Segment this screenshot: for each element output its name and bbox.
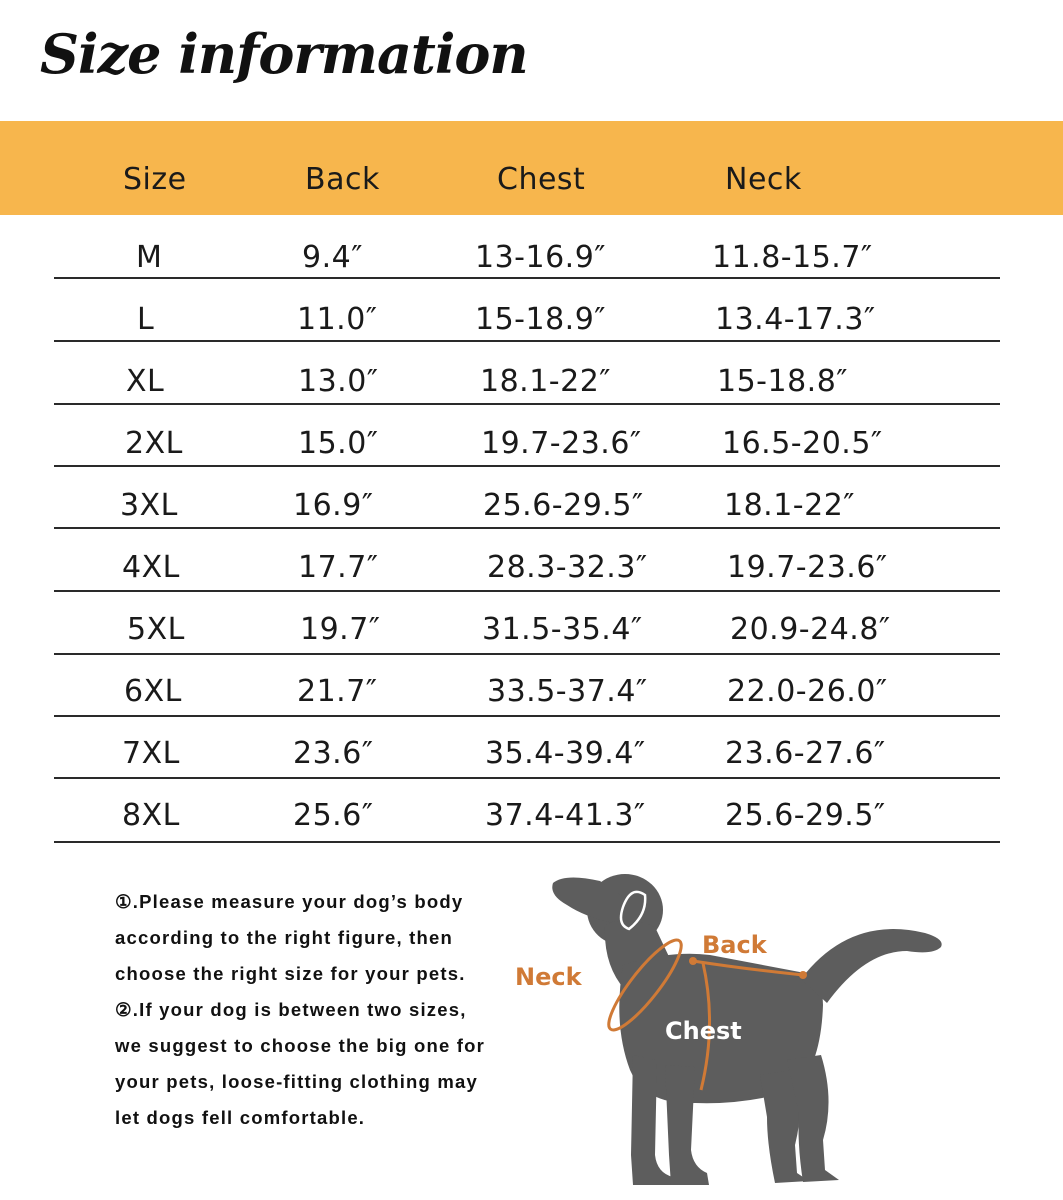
row-divider xyxy=(54,340,1000,342)
table-row xyxy=(0,290,1063,352)
cell-chest: 33.5-37.4″ xyxy=(487,674,648,709)
dog-measurement-figure xyxy=(505,855,975,1200)
back-label: Back xyxy=(702,931,767,959)
cell-neck: 15-18.8″ xyxy=(717,364,849,399)
cell-chest: 37.4-41.3″ xyxy=(485,798,646,833)
cell-back: 9.4″ xyxy=(302,240,363,275)
cell-chest: 25.6-29.5″ xyxy=(483,488,644,523)
cell-neck: 20.9-24.8″ xyxy=(730,612,891,647)
row-divider xyxy=(54,777,1000,779)
cell-back: 19.7″ xyxy=(300,612,381,647)
measurement-notes xyxy=(115,884,525,1136)
cell-neck: 25.6-29.5″ xyxy=(725,798,886,833)
row-divider xyxy=(54,277,1000,279)
table-row xyxy=(0,228,1063,290)
cell-chest: 15-18.9″ xyxy=(475,302,607,337)
cell-size: L xyxy=(137,302,155,337)
note-line: according to the right figure, then xyxy=(115,927,453,948)
row-divider xyxy=(54,527,1000,529)
cell-size: XL xyxy=(126,364,165,399)
note-line: choose the right size for your pets. xyxy=(115,963,466,984)
header-chest: Chest xyxy=(497,162,586,197)
note-line: ①.Please measure your dog’s body xyxy=(115,891,464,912)
note-line: your pets, loose-fitting clothing may xyxy=(115,1071,479,1092)
row-divider xyxy=(54,841,1000,843)
cell-neck: 18.1-22″ xyxy=(724,488,856,523)
cell-chest: 13-16.9″ xyxy=(475,240,607,275)
cell-back: 17.7″ xyxy=(298,550,379,585)
cell-size: 6XL xyxy=(124,674,182,709)
note-line: ②.If your dog is between two sizes, xyxy=(115,999,467,1020)
page-title: Size information xyxy=(40,22,528,86)
cell-back: 16.9″ xyxy=(293,488,374,523)
cell-size: 5XL xyxy=(127,612,185,647)
chest-label: Chest xyxy=(665,1017,742,1045)
cell-size: M xyxy=(136,240,163,275)
cell-size: 7XL xyxy=(122,736,180,771)
row-divider xyxy=(54,653,1000,655)
neck-label: Neck xyxy=(515,963,582,991)
row-divider xyxy=(54,403,1000,405)
cell-chest: 19.7-23.6″ xyxy=(481,426,642,461)
cell-size: 2XL xyxy=(125,426,183,461)
cell-neck: 11.8-15.7″ xyxy=(712,240,873,275)
cell-chest: 35.4-39.4″ xyxy=(485,736,646,771)
cell-back: 25.6″ xyxy=(293,798,374,833)
header-size: Size xyxy=(123,162,187,197)
cell-back: 11.0″ xyxy=(297,302,378,337)
row-divider xyxy=(54,465,1000,467)
row-divider xyxy=(54,590,1000,592)
note-line: let dogs fell comfortable. xyxy=(115,1107,366,1128)
cell-chest: 31.5-35.4″ xyxy=(482,612,643,647)
row-divider xyxy=(54,715,1000,717)
cell-size: 4XL xyxy=(122,550,180,585)
cell-size: 3XL xyxy=(120,488,178,523)
cell-back: 13.0″ xyxy=(298,364,379,399)
cell-neck: 16.5-20.5″ xyxy=(722,426,883,461)
cell-neck: 23.6-27.6″ xyxy=(725,736,886,771)
note-line: we suggest to choose the big one for xyxy=(115,1035,486,1056)
cell-back: 21.7″ xyxy=(297,674,378,709)
cell-neck: 22.0-26.0″ xyxy=(727,674,888,709)
cell-neck: 13.4-17.3″ xyxy=(715,302,876,337)
cell-back: 15.0″ xyxy=(298,426,379,461)
cell-chest: 18.1-22″ xyxy=(480,364,612,399)
cell-neck: 19.7-23.6″ xyxy=(727,550,888,585)
table-row xyxy=(0,786,1063,848)
header-back: Back xyxy=(305,162,380,197)
cell-size: 8XL xyxy=(122,798,180,833)
cell-back: 23.6″ xyxy=(293,736,374,771)
cell-chest: 28.3-32.3″ xyxy=(487,550,648,585)
header-neck: Neck xyxy=(725,162,802,197)
